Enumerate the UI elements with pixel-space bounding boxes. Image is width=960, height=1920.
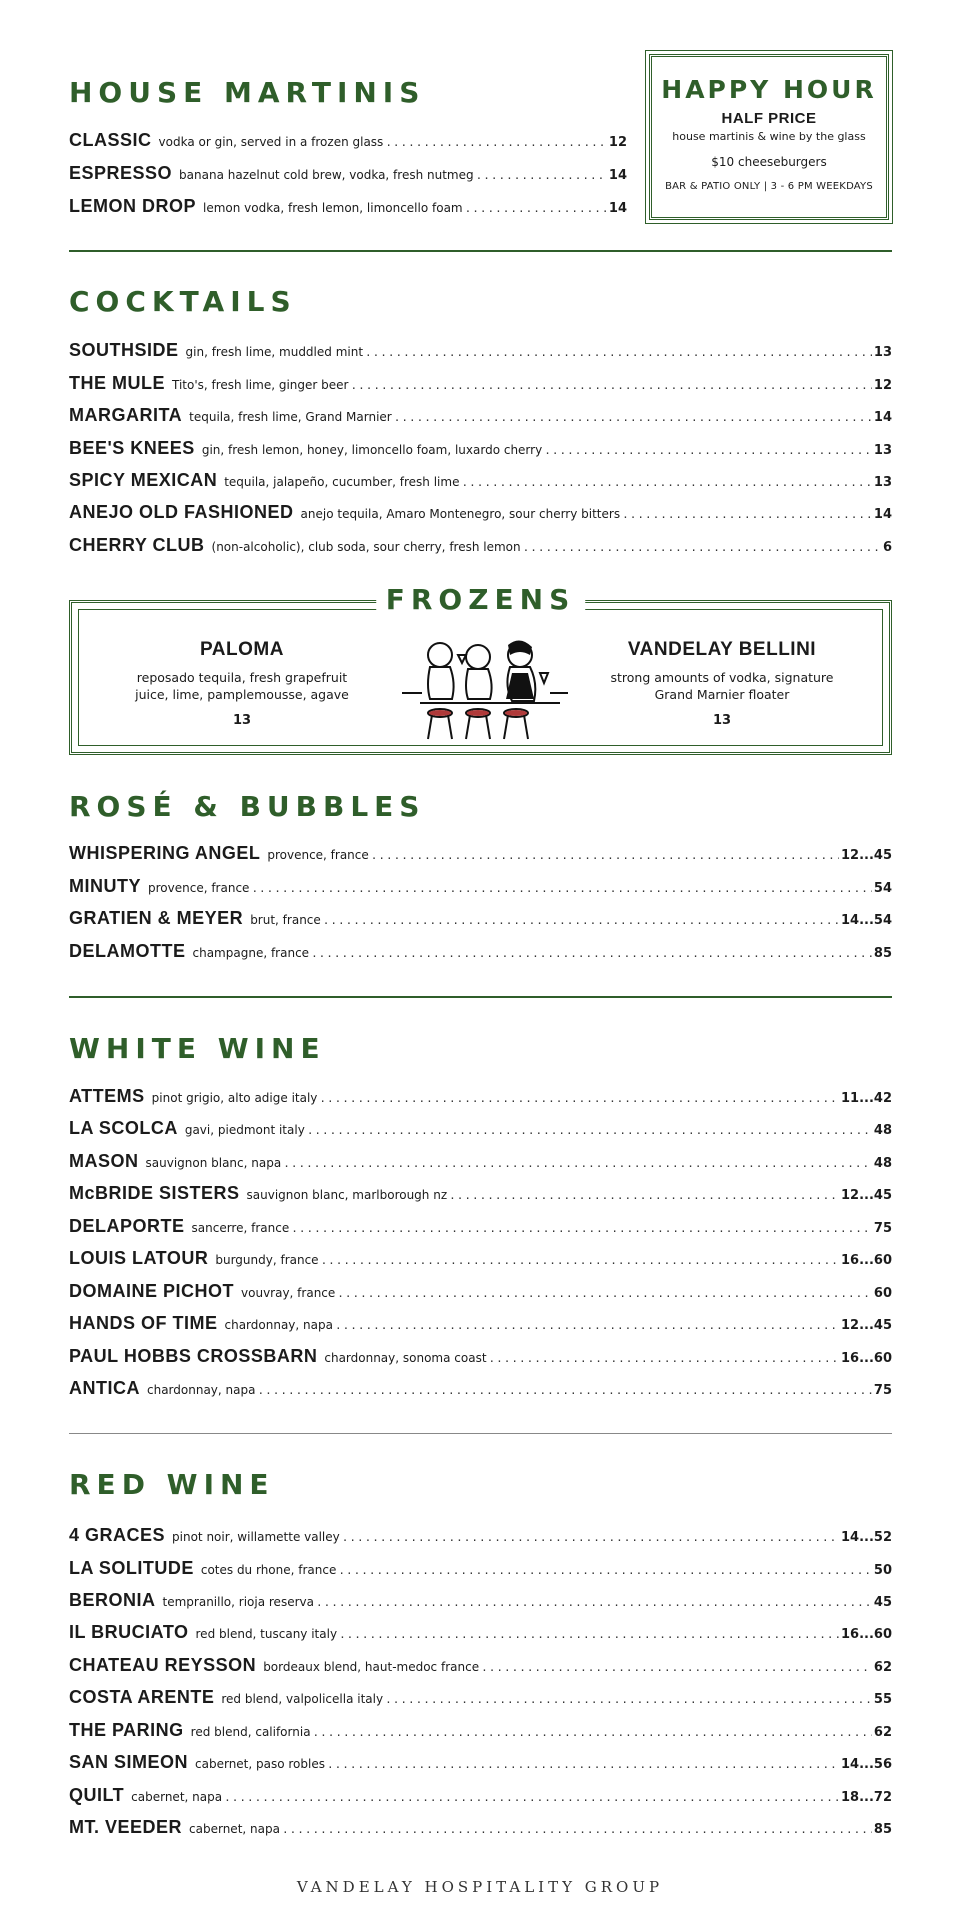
- item-desc: tequila, jalapeño, cucumber, fresh lime: [224, 475, 460, 489]
- menu-item: [69, 1590, 892, 1614]
- section-divider: [69, 1433, 892, 1434]
- menu-item: [69, 438, 892, 462]
- item-price: 12...45: [841, 848, 892, 863]
- menu-item: [69, 163, 627, 187]
- item-name: MT. VEEDER: [69, 1817, 183, 1837]
- item-price: 50: [873, 1563, 892, 1578]
- item-name: CHATEAU REYSSON: [69, 1655, 257, 1675]
- item-name: 4 GRACES: [69, 1525, 166, 1545]
- frozens-title: FROZENS: [376, 583, 586, 616]
- item-price: 55: [873, 1692, 892, 1707]
- house-martinis-title: HOUSE MARTINIS: [69, 76, 426, 109]
- menu-item: [69, 1752, 892, 1776]
- leader-dots: [544, 444, 872, 457]
- leader-dots: [350, 379, 871, 392]
- item-desc: Tito's, fresh lime, ginger beer: [172, 378, 349, 392]
- leader-dots: [316, 1596, 872, 1609]
- item-desc: gavi, piedmont italy: [184, 1123, 305, 1137]
- menu-item: [69, 1687, 892, 1711]
- leader-dots: [385, 136, 607, 149]
- item-name: LEMON DROP: [69, 196, 197, 216]
- item-name: SPICY MEXICAN: [69, 470, 218, 490]
- frozen-price: 13: [712, 713, 732, 728]
- leader-dots: [481, 1661, 872, 1674]
- menu-item: [69, 535, 892, 559]
- item-price: 16...60: [841, 1253, 892, 1268]
- item-name: LA SOLITUDE: [69, 1558, 194, 1578]
- item-desc: (non-alcoholic), club soda, sour cherry, fresh lemon: [211, 540, 521, 554]
- frozen-price: 13: [232, 713, 252, 728]
- item-name: IL BRUCIATO: [69, 1622, 189, 1642]
- leader-dots: [319, 1092, 839, 1105]
- item-name: LOUIS LATOUR: [69, 1248, 209, 1268]
- frozen-name: PALOMA: [200, 639, 284, 660]
- item-name: MINUTY: [69, 876, 141, 896]
- item-price: 14: [873, 507, 892, 522]
- item-price: 14: [873, 410, 892, 425]
- menu-item: [69, 1216, 892, 1240]
- rose-bubbles-title: ROSÉ & BUBBLES: [69, 790, 426, 823]
- item-name: ESPRESSO: [69, 163, 173, 183]
- item-name: MARGARITA: [69, 405, 183, 425]
- frozen-desc-line: strong amounts of vodka, signature: [610, 670, 834, 685]
- menu-item: [69, 1313, 892, 1337]
- menu-item: [69, 1720, 892, 1744]
- item-name: CHERRY CLUB: [69, 535, 205, 555]
- item-desc: sauvignon blanc, marlborough nz: [246, 1188, 448, 1202]
- happy-hour-title: HAPPY HOUR: [661, 75, 877, 104]
- item-desc: burgundy, france: [215, 1253, 319, 1267]
- frozens-box: [69, 583, 892, 755]
- red-wine-title: RED WINE: [69, 1468, 275, 1501]
- item-price: 75: [873, 1221, 892, 1236]
- menu-item: [69, 1346, 892, 1370]
- item-desc: tempranillo, rioja reserva: [162, 1595, 314, 1609]
- item-price: 14...52: [841, 1530, 892, 1545]
- item-desc: sancerre, france: [191, 1221, 290, 1235]
- item-price: 62: [873, 1725, 892, 1740]
- frozen-desc-line: reposado tequila, fresh grapefruit: [136, 670, 348, 685]
- item-price: 18...72: [841, 1790, 892, 1805]
- frozen-item-bellini: [592, 639, 852, 728]
- leader-dots: [283, 1157, 872, 1170]
- item-name: DELAPORTE: [69, 1216, 185, 1236]
- leader-dots: [313, 1726, 872, 1739]
- item-price: 54: [873, 881, 892, 896]
- item-name: ANTICA: [69, 1378, 140, 1398]
- leader-dots: [291, 1222, 872, 1235]
- leader-dots: [337, 1287, 872, 1300]
- leader-dots: [335, 1319, 839, 1332]
- menu-item: [69, 843, 892, 867]
- white-wine-title: WHITE WINE: [69, 1032, 326, 1065]
- item-name: MASON: [69, 1151, 139, 1171]
- leader-dots: [394, 411, 872, 424]
- section-divider: [69, 996, 892, 998]
- item-price: 13: [873, 475, 892, 490]
- frozen-item-paloma: [112, 639, 372, 728]
- frozen-name: VANDELAY BELLINI: [627, 639, 817, 660]
- item-desc: gin, fresh lemon, honey, limoncello foam, luxardo cherry: [201, 443, 543, 457]
- leader-dots: [321, 1254, 839, 1267]
- item-desc: provence, france: [148, 881, 250, 895]
- item-name: GRATIEN & MEYER: [69, 908, 244, 928]
- leader-dots: [476, 169, 607, 182]
- item-desc: banana hazelnut cold brew, vodka, fresh nutmeg: [179, 168, 474, 182]
- item-price: 60: [873, 1286, 892, 1301]
- item-price: 14: [608, 168, 627, 183]
- happy-hour-box: [649, 54, 889, 220]
- item-name: PAUL HOBBS CROSSBARN: [69, 1346, 318, 1366]
- item-name: ANEJO OLD FASHIONED: [69, 502, 294, 522]
- menu-item: [69, 502, 892, 526]
- item-desc: vouvray, france: [241, 1286, 336, 1300]
- leader-dots: [224, 1791, 839, 1804]
- item-desc: cabernet, napa: [131, 1790, 223, 1804]
- happy-hour-line: house martinis & wine by the glass: [672, 130, 866, 143]
- menu-item: [69, 1086, 892, 1110]
- item-price: 12...45: [841, 1318, 892, 1333]
- menu-item: [69, 1558, 892, 1582]
- item-desc: cotes du rhone, france: [200, 1563, 337, 1577]
- leader-dots: [622, 508, 872, 521]
- item-name: BEE'S KNEES: [69, 438, 195, 458]
- frozen-desc-line: Grand Marnier floater: [654, 687, 790, 702]
- item-name: BERONIA: [69, 1590, 156, 1610]
- item-price: 6: [882, 540, 892, 555]
- item-name: SAN SIMEON: [69, 1752, 189, 1772]
- item-name: WHISPERING ANGEL: [69, 843, 261, 863]
- item-desc: lemon vodka, fresh lemon, limoncello foam: [203, 201, 463, 215]
- leader-dots: [385, 1693, 872, 1706]
- menu-item: [69, 340, 892, 364]
- leader-dots: [489, 1352, 839, 1365]
- item-price: 12...45: [841, 1188, 892, 1203]
- leader-dots: [339, 1628, 839, 1641]
- item-price: 48: [873, 1156, 892, 1171]
- leader-dots: [371, 849, 839, 862]
- menu-item: [69, 1622, 892, 1646]
- item-price: 12: [608, 135, 627, 150]
- menu-item: [69, 1151, 892, 1175]
- item-desc: gin, fresh lime, muddled mint: [185, 345, 364, 359]
- item-price: 14: [608, 201, 627, 216]
- menu-item: [69, 1378, 892, 1402]
- menu-item: [69, 1281, 892, 1305]
- item-name: LA SCOLCA: [69, 1118, 178, 1138]
- item-name: THE PARING: [69, 1720, 184, 1740]
- menu-item: [69, 1525, 892, 1549]
- item-price: 48: [873, 1123, 892, 1138]
- menu-item: [69, 1183, 892, 1207]
- item-desc: red blend, tuscany italy: [195, 1627, 338, 1641]
- item-name: THE MULE: [69, 373, 165, 393]
- item-desc: cabernet, napa: [189, 1822, 280, 1836]
- footer-brand: VANDELAY HOSPITALITY GROUP: [296, 1878, 664, 1896]
- menu-item: [69, 941, 892, 965]
- leader-dots: [311, 947, 872, 960]
- happy-hour-subtitle: HALF PRICE: [721, 110, 817, 127]
- menu-item: [69, 1118, 892, 1142]
- item-name: CLASSIC: [69, 130, 152, 150]
- item-name: HANDS OF TIME: [69, 1313, 218, 1333]
- item-price: 14...54: [841, 913, 892, 928]
- cocktails-title: COCKTAILS: [69, 285, 297, 318]
- menu-item: [69, 373, 892, 397]
- leader-dots: [523, 541, 881, 554]
- item-desc: provence, france: [267, 848, 369, 862]
- item-price: 13: [873, 345, 892, 360]
- menu-item: [69, 196, 627, 220]
- item-desc: tequila, fresh lime, Grand Marnier: [189, 410, 392, 424]
- leader-dots: [323, 914, 839, 927]
- item-desc: chardonnay, napa: [224, 1318, 333, 1332]
- item-desc: bordeaux blend, haut-medoc france: [263, 1660, 480, 1674]
- item-desc: chardonnay, sonoma coast: [324, 1351, 487, 1365]
- item-price: 14...56: [841, 1757, 892, 1772]
- section-divider: [69, 250, 892, 252]
- leader-dots: [282, 1823, 872, 1836]
- leader-dots: [461, 476, 871, 489]
- item-name: ATTEMS: [69, 1086, 145, 1106]
- item-name: DELAMOTTE: [69, 941, 186, 961]
- item-desc: champagne, france: [192, 946, 310, 960]
- happy-hour-burgers: $10 cheeseburgers: [711, 155, 827, 169]
- item-desc: pinot noir, willamette valley: [172, 1530, 340, 1544]
- menu-item: [69, 1248, 892, 1272]
- leader-dots: [327, 1758, 839, 1771]
- leader-dots: [307, 1124, 872, 1137]
- frozen-desc-line: juice, lime, pamplemousse, agave: [135, 687, 349, 702]
- menu-item: [69, 405, 892, 429]
- item-desc: pinot grigio, alto adige italy: [151, 1091, 318, 1105]
- frozen-desc: [112, 669, 372, 703]
- leader-dots: [257, 1384, 871, 1397]
- leader-dots: [338, 1564, 872, 1577]
- leader-dots: [465, 202, 607, 215]
- leader-dots: [365, 346, 872, 359]
- item-name: SOUTHSIDE: [69, 340, 179, 360]
- item-price: 45: [873, 1595, 892, 1610]
- item-desc: chardonnay, napa: [147, 1383, 256, 1397]
- item-name: COSTA ARENTE: [69, 1687, 215, 1707]
- item-price: 85: [873, 1822, 892, 1837]
- item-price: 11...42: [841, 1091, 892, 1106]
- item-desc: anejo tequila, Amaro Montenegro, sour cherry bitters: [300, 507, 621, 521]
- menu-item: [69, 1785, 892, 1809]
- item-price: 85: [873, 946, 892, 961]
- item-desc: vodka or gin, served in a frozen glass: [158, 135, 384, 149]
- bar-patrons-illustration: [400, 633, 570, 743]
- item-desc: cabernet, paso robles: [195, 1757, 325, 1771]
- item-price: 12: [873, 378, 892, 393]
- item-name: DOMAINE PICHOT: [69, 1281, 235, 1301]
- item-desc: red blend, valpolicella italy: [221, 1692, 384, 1706]
- item-name: QUILT: [69, 1785, 125, 1805]
- leader-dots: [449, 1189, 839, 1202]
- item-price: 75: [873, 1383, 892, 1398]
- menu-item: [69, 1655, 892, 1679]
- menu-item: [69, 908, 892, 932]
- item-desc: sauvignon blanc, napa: [145, 1156, 282, 1170]
- item-name: McBRIDE SISTERS: [69, 1183, 240, 1203]
- item-desc: red blend, california: [190, 1725, 311, 1739]
- menu-item: [69, 130, 627, 154]
- item-price: 16...60: [841, 1351, 892, 1366]
- menu-item: [69, 1817, 892, 1841]
- item-price: 62: [873, 1660, 892, 1675]
- item-desc: brut, france: [250, 913, 321, 927]
- menu-item: [69, 470, 892, 494]
- leader-dots: [251, 882, 871, 895]
- leader-dots: [342, 1531, 839, 1544]
- item-price: 16...60: [841, 1627, 892, 1642]
- menu-item: [69, 876, 892, 900]
- item-price: 13: [873, 443, 892, 458]
- frozen-desc: [592, 669, 852, 703]
- happy-hour-note: BAR & PATIO ONLY | 3 - 6 PM WEEKDAYS: [665, 181, 873, 192]
